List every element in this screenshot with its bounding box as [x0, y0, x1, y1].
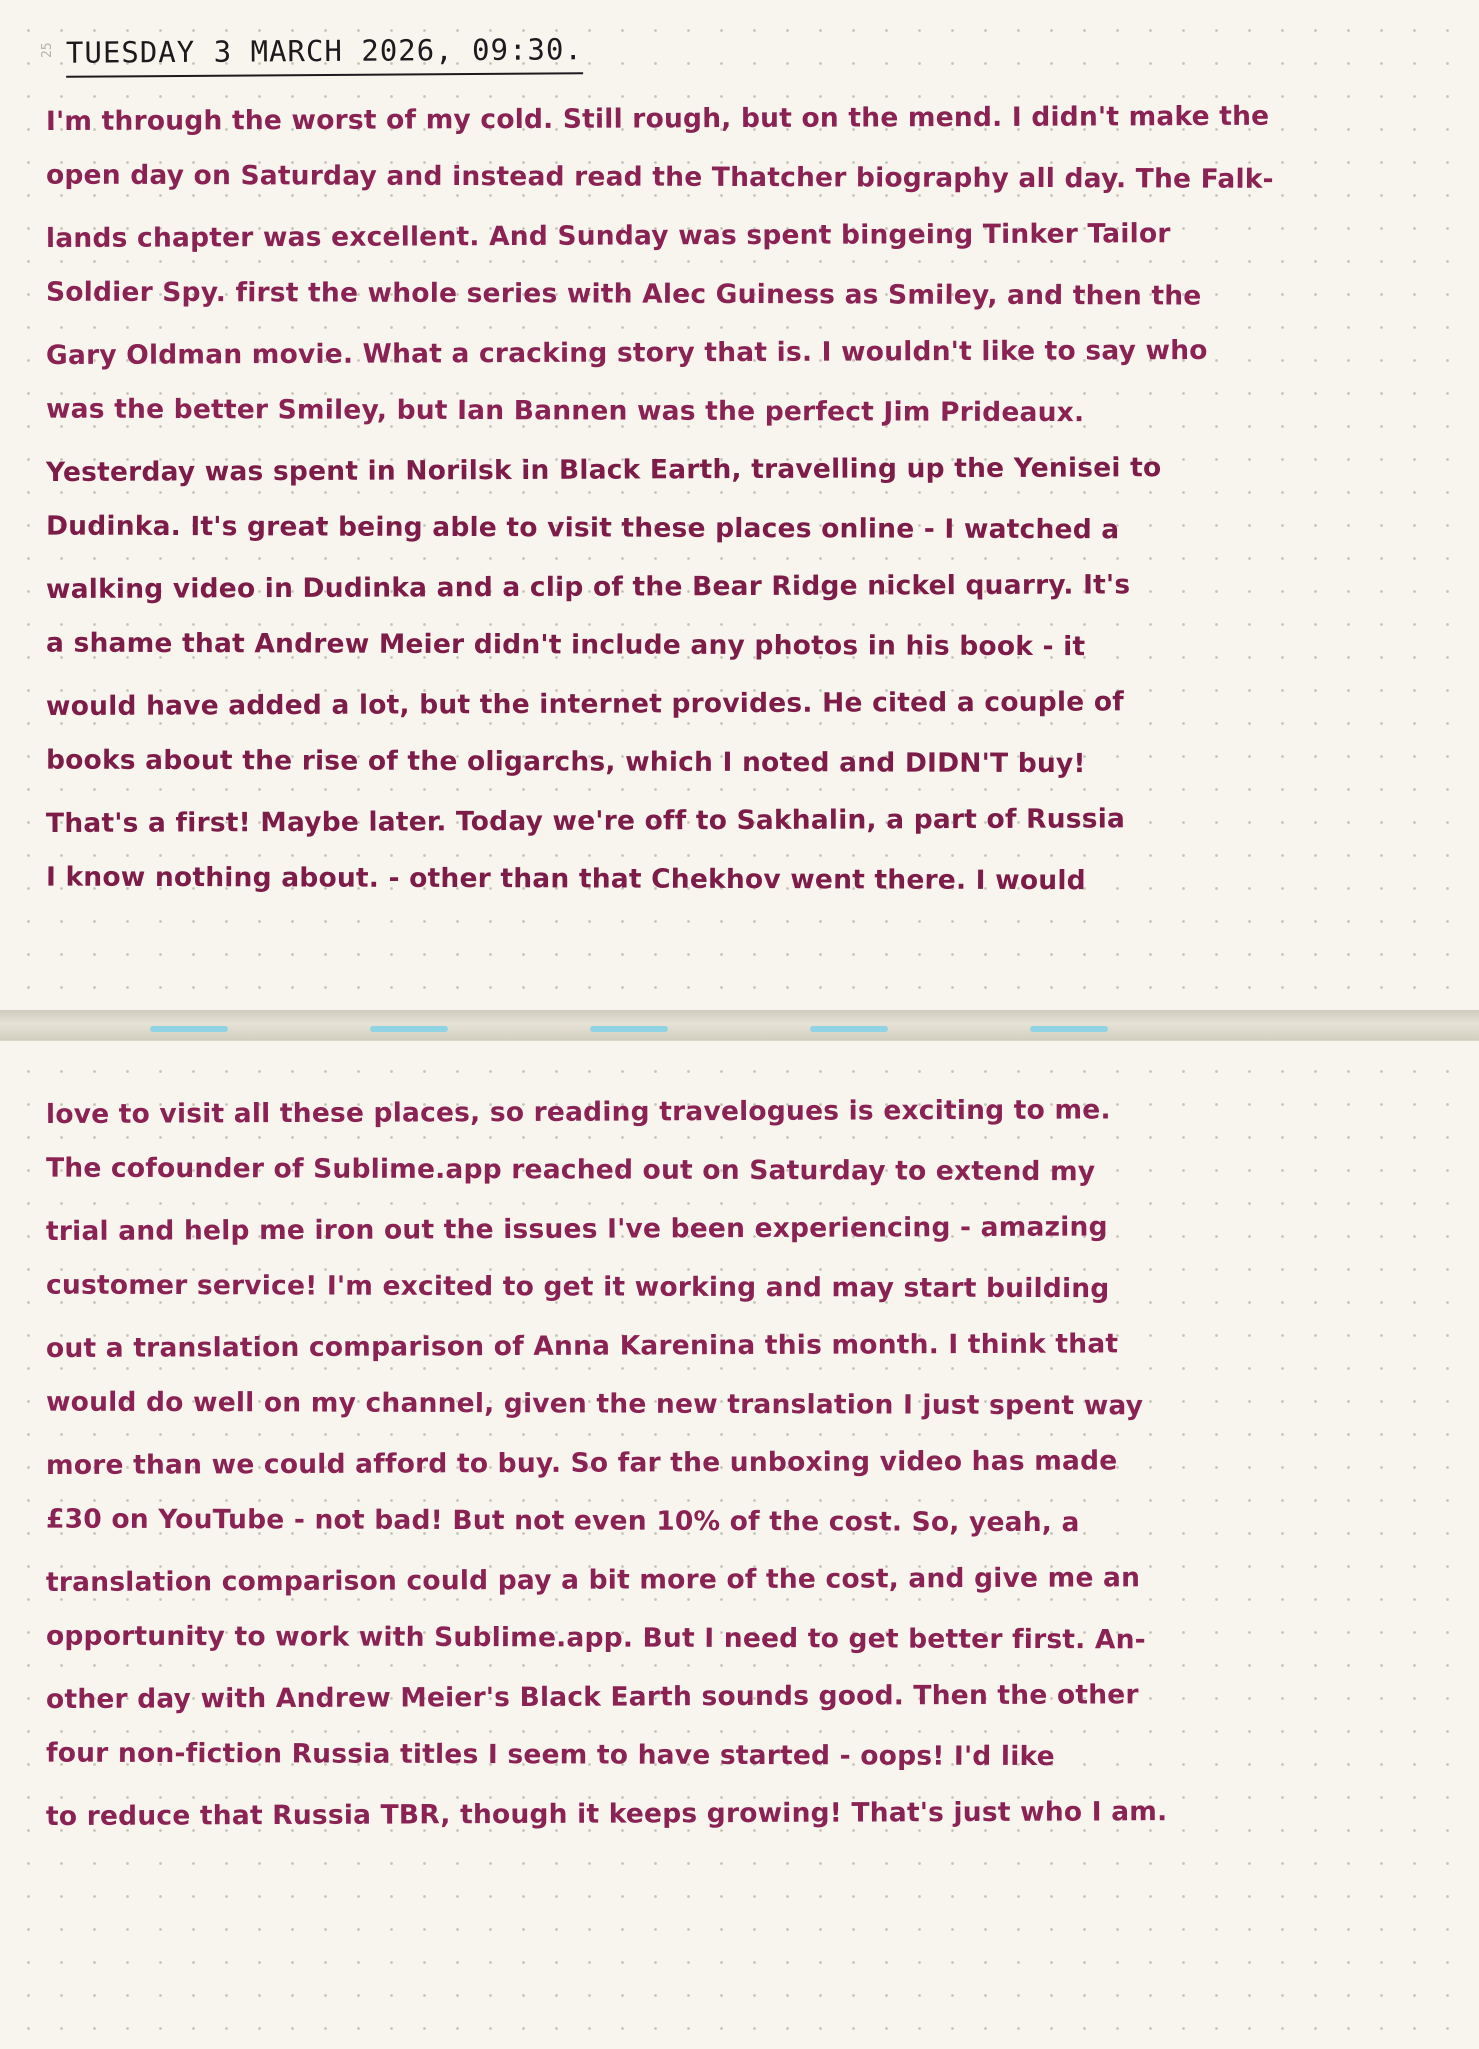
- page-number: 25: [40, 42, 55, 58]
- handwritten-line: trial and help me iron out the issues I've been experiencing - amazing: [45, 1211, 1108, 1248]
- handwritten-line: a shame that Andrew Meier didn't include any photos in his book - it: [45, 627, 1086, 662]
- handwritten-line: The cofounder of Sublime.app reached out on Saturday to extend my: [45, 1152, 1096, 1187]
- handwritten-line: out a translation comparison of Anna Karenina this month. I think that: [45, 1328, 1119, 1365]
- page-tab: [370, 1026, 448, 1032]
- handwritten-line: Yesterday was spent in Norilsk in Black Earth, travelling up the Yenisei to: [45, 452, 1162, 489]
- page-tab: [150, 1026, 228, 1032]
- handwritten-line: £30 on YouTube - not bad! But not even 10% of the cost. So, yeah, a: [45, 1503, 1080, 1538]
- handwritten-line: customer service! I'm excited to get it working and may start building: [45, 1269, 1110, 1304]
- bottom-page: [0, 1040, 1479, 2049]
- bottom-page-text: [46, 1083, 1439, 1844]
- handwritten-line: walking video in Dudinka and a clip of the Bear Ridge nickel quarry. It's: [45, 569, 1131, 606]
- handwritten-line: lands chapter was excellent. And Sunday was spent bingeing Tinker Tailor: [45, 218, 1171, 255]
- handwritten-line: would have added a lot, but the internet provides. He cited a couple of: [45, 686, 1125, 723]
- entry-date-heading: TUESDAY 3 MARCH 2026, 09:30.: [66, 32, 583, 78]
- top-page-text: [46, 90, 1439, 909]
- page-tab: [1030, 1026, 1108, 1032]
- page-gutter: [0, 1010, 1479, 1040]
- handwritten-line: That's a first! Maybe later. Today we're off to Sakhalin, a part of Russia: [45, 803, 1126, 840]
- handwritten-line: would do well on my channel, given the new translation I just spent way: [45, 1386, 1144, 1421]
- handwritten-line: four non-fiction Russia titles I seem to have started - oops! I'd like: [45, 1737, 1055, 1772]
- page-tab: [590, 1026, 668, 1032]
- handwritten-line: other day with Andrew Meier's Black Earth sounds good. Then the other: [45, 1679, 1139, 1716]
- handwritten-line: Soldier Spy. first the whole series with Alec Guiness as Smiley, and then the: [45, 276, 1202, 312]
- top-page: [0, 0, 1479, 1011]
- handwritten-line: was the better Smiley, but Ian Bannen was the perfect Jim Prideaux.: [45, 393, 1085, 428]
- handwritten-line: translation comparison could pay a bit more of the cost, and give me an: [45, 1562, 1141, 1599]
- handwritten-line: I'm through the worst of my cold. Still rough, but on the mend. I didn't make the: [45, 100, 1270, 138]
- handwritten-line: to reduce that Russia TBR, though it keeps growing! That's just who I am.: [45, 1796, 1168, 1833]
- handwritten-line: opportunity to work with Sublime.app. But I need to get better first. An-: [45, 1620, 1146, 1655]
- handwritten-line: I know nothing about. - other than that Chekhov went there. I would: [45, 861, 1086, 896]
- handwritten-line: books about the rise of the oligarchs, which I noted and DIDN'T buy!: [45, 744, 1086, 779]
- handwritten-line: open day on Saturday and instead read the Thatcher biography all day. The Falk-: [45, 159, 1274, 195]
- handwritten-line: Gary Oldman movie. What a cracking story that is. I wouldn't like to say who: [45, 334, 1208, 372]
- handwritten-line: more than we could afford to buy. So far the unboxing video has made: [45, 1445, 1118, 1482]
- page-tab: [810, 1026, 888, 1032]
- handwritten-line: Dudinka. It's great being able to visit these places online - I watched a: [45, 510, 1120, 545]
- handwritten-line: love to visit all these places, so reading travelogues is exciting to me.: [45, 1094, 1111, 1131]
